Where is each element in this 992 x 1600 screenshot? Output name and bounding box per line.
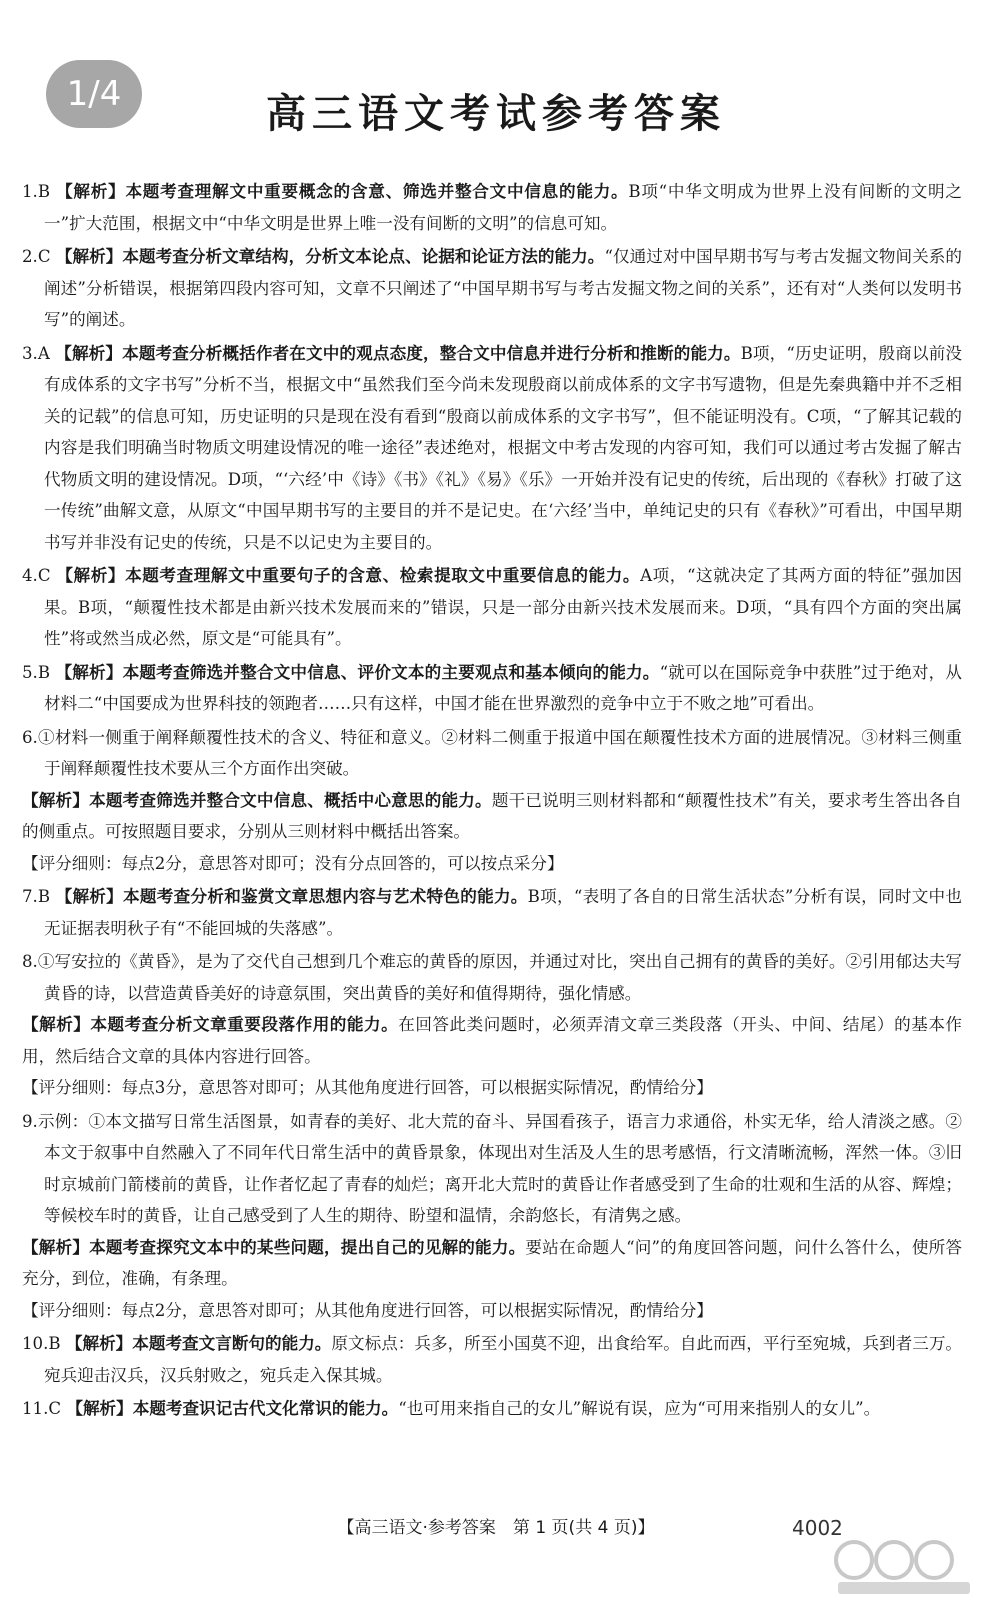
answer-content (22, 176, 962, 1425)
analysis-label: 【解析】 (22, 1015, 91, 1034)
document-title: 高三语文考试参考答案 (266, 91, 726, 137)
answer-item-1 (22, 176, 962, 239)
answer-item-11 (22, 1393, 962, 1425)
analysis-label: 【解析】 (55, 247, 123, 266)
answer-item-3 (22, 338, 962, 559)
analysis-label: 【解析】 (22, 1237, 90, 1257)
analysis-label: 【解析】 (55, 887, 124, 906)
scoring-rule-6: 【评分细则：每点2分，意思答对即可；没有分点回答的，可以按点采分】 (22, 853, 564, 873)
analysis-summary: 本题考查文言断句的能力。 (132, 1334, 332, 1353)
analysis-label: 【解析】 (55, 343, 123, 363)
answer-item-9 (22, 1106, 962, 1232)
answer-number: 1.B (22, 182, 51, 201)
analysis-text: 在回答此类问题时，必须弄清文章三类段落（开头、中间、结尾）的基本作用，然后结合文章的具体内容进行回答。 (22, 1015, 963, 1066)
answer-number: 3.A (22, 343, 50, 363)
answer-text: A项，“这就决定了其两方面的特征”强加因果。B项，“颠覆性技术都是由新兴技术发展而来的”错误，只是一部分由新兴技术发展而来。D项，“具有四个方面的突出属性”将或然当成必然，原文是“可能具有”。 (44, 566, 963, 648)
analysis-summary: 本题考查探究文本中的某些问题，提出自己的见解的能力。 (89, 1237, 526, 1257)
answer-text: ①写安拉的《黄昏》，是为了交代自己想到几个难忘的黄昏的原因，并通过对比，突出自己拥有的黄昏的美好。②引用郁达夫写黄昏的诗，以营造黄昏美好的诗意氛围，突出黄昏的美好和值得期待，强化情感。 (37, 952, 962, 1003)
answer-number: 4.C (22, 566, 51, 585)
analysis-summary: 本题考查分析概括作者在文中的观点态度，整合文中信息并进行分析和推断的能力。 (122, 343, 741, 363)
analysis-label: 【解析】 (56, 566, 126, 585)
answer-text: B项，“表明了各自的日常生活状态”分析有误，同时文中也无证据表明秋子有“不能回城的失落感”。 (44, 887, 963, 938)
answer-number: 9. (22, 1111, 38, 1131)
analysis-paragraph-6 (22, 785, 962, 848)
analysis-summary: 本题考查筛选并整合文中信息、评价文本的主要观点和基本倾向的能力。 (122, 662, 660, 682)
answer-item-10 (22, 1328, 962, 1391)
analysis-summary: 本题考查理解文中重要概念的含意、筛选并整合文中信息的能力。 (125, 182, 629, 201)
answer-number: 6. (22, 727, 38, 747)
analysis-paragraph-8 (22, 1009, 962, 1072)
analysis-label: 【解析】 (22, 790, 90, 810)
answer-text: B项“中华文明成为世界上没有间断的文明之一”扩大范围，根据文中“中华文明是世界上唯一没有间断的文明”的信息可知。 (44, 182, 962, 233)
answer-number: 5.B (22, 662, 51, 682)
answer-item-7 (22, 881, 962, 944)
analysis-summary: 本题考查分析文章结构，分析文本论点、论据和论证方法的能力。 (122, 247, 605, 266)
answer-text: ①材料一侧重于阐释颠覆性技术的含义、特征和意义。②材料二侧重于报道中国在颠覆性技术方面的进展情况。③材料三侧重于阐释颠覆性技术要从三个方面作出突破。 (37, 727, 962, 778)
answer-number: 11.C (22, 1399, 62, 1418)
analysis-label: 【解析】 (66, 1399, 133, 1418)
analysis-summary: 本题考查筛选并整合文中信息、概括中心意思的能力。 (89, 790, 492, 810)
analysis-text: 要站在命题人“问”的角度回答问题，问什么答什么，使所答充分，到位，准确，有条理。 (22, 1237, 963, 1288)
analysis-text: 题干已说明三则材料都和“颠覆性技术”有关，要求考生答出各自的侧重点。可按照题目要求，分别从三则材料中概括出答案。 (22, 790, 963, 841)
page-number-badge: 1/4 (46, 60, 142, 128)
answer-item-6 (22, 722, 962, 785)
analysis-label: 【解析】 (55, 662, 123, 682)
answer-item-4 (22, 560, 962, 655)
answer-item-2 (22, 241, 962, 336)
answer-number: 10.B (22, 1334, 61, 1353)
answer-text: “仅通过对中国早期书写与考古发掘文物间关系的阐述”分析错误，根据第四段内容可知，文章不只阐述了“中国早期书写与考古发掘文物之间的关系”，还有对“人类何以发明书写”的阐述。 (44, 247, 963, 329)
answer-number: 8. (22, 952, 38, 971)
analysis-paragraph-9 (22, 1232, 962, 1295)
analysis-summary: 本题考查理解文中重要句子的含意、检索提取文中重要信息的能力。 (125, 566, 641, 585)
analysis-summary: 本题考查分析和鉴赏文章思想内容与艺术特色的能力。 (123, 887, 528, 906)
answer-text: 原文标点：兵多，所至小国莫不迎，出食给军。自此而西，平行至宛城，兵到者三万。宛兵迎击汉兵，汉兵射败之，宛兵走入保其城。 (44, 1334, 963, 1385)
answer-text: B项，“历史证明，殷商以前没有成体系的文字书写”分析不当，根据文中“虽然我们至今尚未发现殷商以前成体系的文字书写遗物，但是先秦典籍中并不乏相关的记载”的信息可知，历史证明的只是现在没有看到“殷商以前成体系的文字书写”，但不能证明没有。C项，“了解其记载的内容是我们明确当时物质文明建设情况的唯一途径”表述绝对，根据文中考古发现的内容可知，我们可以通过考古发掘了解古代物质文明的建设情况。D项，“‘六经’中《诗》《书》《礼》《易》《乐》一开始并没有记史的传统，后出现的《春秋》打破了这一传统”曲解文意，从原文“中国早期书写的主要目的并不是记史。在‘六经’当中，单纯记史的只有《春秋》”可看出，中国早期书写并非没有记史的传统，只是不以记史为主要目的。 (44, 343, 963, 552)
analysis-summary: 本题考查识记古代文化常识的能力。 (132, 1399, 399, 1418)
answer-text: 示例：①本文描写日常生活图景，如青春的美好、北大荒的奋斗、异国看孩子，语言力求通俗，朴实无华，给人清淡之感。②本文于叙事中自然融入了不同年代日常生活中的黄昏景象，体现出对生活及人生的思考感悟，行文清晰流畅，浑然一体。③旧时京城前门箭楼前的黄昏，让作者忆起了青春的灿烂；离开北大荒时的黄昏让作者感受到了生命的壮观和生活的从容、辉煌；等候校车时的黄昏，让自己感受到了人生的期待、盼望和温情，余韵悠长，有清隽之感。 (37, 1111, 962, 1225)
answer-text: “也可用来指自己的女儿”解说有误，应为“可用来指别人的女儿”。 (398, 1399, 881, 1418)
answer-number: 2.C (22, 247, 51, 266)
page-code: 4002 (792, 1516, 843, 1540)
page-footer: 【高三语文·参考答案 第 1 页(共 4 页)】 (337, 1518, 655, 1538)
answer-item-5 (22, 657, 962, 720)
analysis-label: 【解析】 (65, 1334, 133, 1353)
scoring-rule-9: 【评分细则：每点2分，意思答对即可；从其他角度进行回答，可以根据实际情况，酌情给分】 (22, 1300, 713, 1320)
analysis-summary: 本题考查分析文章重要段落作用的能力。 (90, 1015, 399, 1034)
answer-text: “就可以在国际竞争中获胜”过于绝对，从材料二“中国要成为世界科技的领跑者……只有这样，中国才能在世界激烈的竞争中立于不败之地”可看出。 (44, 662, 963, 713)
answer-number: 7.B (22, 887, 51, 906)
mxqe-logo-icon (830, 1538, 978, 1596)
answer-item-8 (22, 946, 962, 1009)
scoring-rule-8: 【评分细则：每点3分，意思答对即可；从其他角度进行回答，可以根据实际情况，酌情给分】 (22, 1078, 713, 1097)
analysis-label: 【解析】 (56, 182, 126, 201)
